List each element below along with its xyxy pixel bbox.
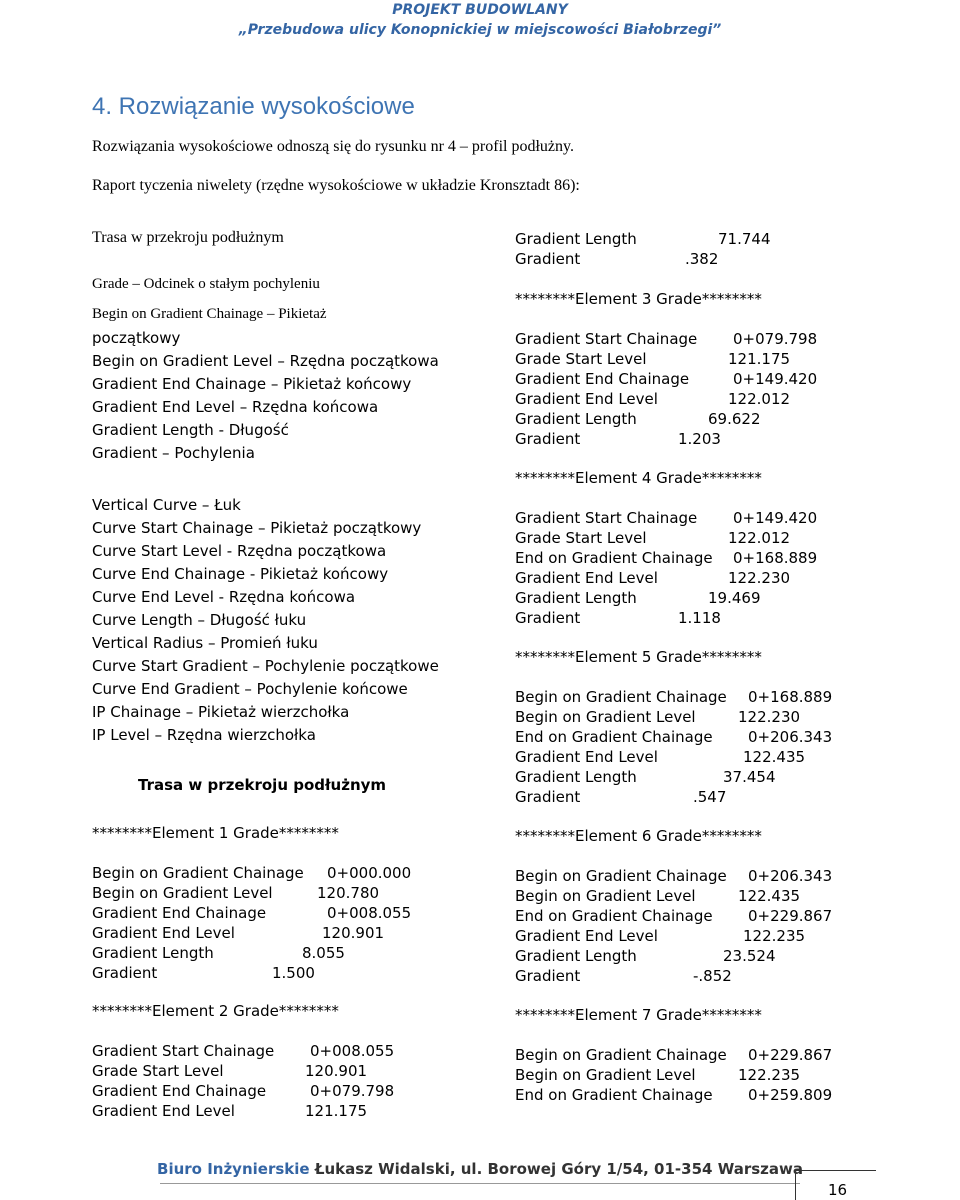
element-row-value: 0+149.420 [733, 509, 818, 527]
element-row-value: 0+229.867 [748, 907, 833, 925]
element-row-value: 0+229.867 [748, 1046, 833, 1064]
element-row-label: Gradient End Level [515, 390, 658, 408]
legend-grade-3: Begin on Gradient Level – Rzędna początkowa [92, 352, 439, 370]
page-number: 16 [828, 1181, 848, 1199]
legend-curve-6: Vertical Radius – Promień łuku [92, 634, 318, 652]
legend-curve-4: Curve End Level - Rzędna końcowa [92, 588, 356, 606]
element-row-value: 0+008.055 [310, 1042, 395, 1060]
element-row-label: Gradient Length [515, 947, 637, 965]
element-row-value: 0+206.343 [748, 728, 833, 746]
element-row-label: Gradient End Chainage [92, 904, 267, 922]
element-row-label: Gradient Length [92, 944, 214, 962]
element-title: ********Element 6 Grade******** [515, 827, 762, 845]
legend-grade-0: Grade – Odcinek o stałym pochyleniu [92, 276, 320, 292]
element-row-value: 8.055 [302, 944, 345, 962]
document-title: PROJEKT BUDOWLANY [392, 2, 568, 18]
element-row-label: Begin on Gradient Chainage [515, 1046, 727, 1064]
element-title: ********Element 5 Grade******** [515, 648, 762, 666]
element-row-value: 0+149.420 [733, 370, 818, 388]
element-row-value: 1.500 [272, 964, 315, 982]
legend-curve-1: Curve Start Chainage – Pikietaż początkowy [92, 519, 422, 537]
element-row-label: Begin on Gradient Level [515, 1066, 696, 1084]
element-row-value: 0+259.809 [748, 1086, 833, 1104]
element-row-value: 122.230 [728, 569, 791, 587]
element-row-value: -.852 [693, 967, 732, 985]
element-row-label: Gradient Length [515, 589, 637, 607]
element-row-label: End on Gradient Chainage [515, 549, 713, 567]
legend-curve-2: Curve Start Level - Rzędna początkowa [92, 542, 387, 560]
document-subtitle: „Przebudowa ulicy Konopnickiej w miejscowości Białobrzegi” [238, 22, 722, 38]
element-row-value: .547 [693, 788, 727, 806]
report-text: Raport tyczenia niwelety (rzędne wysokościowe w układzie Kronsztadt 86): [92, 177, 580, 194]
element-row-value: 69.622 [708, 410, 761, 428]
element-title: ********Element 7 Grade******** [515, 1006, 762, 1024]
element-row-value: 0+000.000 [327, 864, 412, 882]
footer-divider [160, 1183, 800, 1184]
element-row-label: Gradient End Chainage [92, 1082, 267, 1100]
element-row-label: End on Gradient Chainage [515, 728, 713, 746]
element-row-value: 122.012 [728, 390, 791, 408]
element-row-label: Grade Start Level [92, 1062, 224, 1080]
element-row-value: 0+079.798 [310, 1082, 395, 1100]
table-title: Trasa w przekroju podłużnym [138, 776, 387, 794]
element-row-value: 122.435 [738, 887, 801, 905]
element-row-value: 0+168.889 [733, 549, 818, 567]
element-row-label: Gradient End Level [92, 924, 235, 942]
element-row-value: 1.118 [678, 609, 721, 627]
element-row-value: 37.454 [723, 768, 776, 786]
element-row-label: Begin on Gradient Level [515, 708, 696, 726]
element-title: ********Element 1 Grade******** [92, 824, 339, 842]
element-row-label: Gradient [515, 788, 581, 806]
footer-address: Łukasz Widalski, ul. Borowej Góry 1/54, 01-354 Warszawa [314, 1160, 803, 1178]
element-row-label: Grade Start Level [515, 350, 647, 368]
element-row-label: Gradient Start Chainage [515, 509, 698, 527]
element-title: ********Element 3 Grade******** [515, 290, 762, 308]
element-row-value: 121.175 [305, 1102, 368, 1120]
element-row-value: 120.780 [317, 884, 380, 902]
legend-grade-1 [92, 306, 457, 323]
legend-grade-7: Gradient – Pochylenia [92, 444, 255, 462]
element-row-value: 19.469 [708, 589, 761, 607]
element-row-value: 122.435 [743, 748, 806, 766]
element-row-label: Begin on Gradient Chainage [92, 864, 304, 882]
element-row-label: Gradient End Level [515, 569, 658, 587]
element-row-label: End on Gradient Chainage [515, 907, 713, 925]
element-row-value: 0+168.889 [748, 688, 833, 706]
element-row-label: Begin on Gradient Level [515, 887, 696, 905]
element-row-value: 1.203 [678, 430, 721, 448]
element-row-label: Gradient Start Chainage [515, 330, 698, 348]
legend-grade-1-text: Begin on Gradient Chainage – Pikietaż [92, 306, 327, 322]
element-row-label: Gradient [515, 967, 581, 985]
element-row-label: Gradient End Level [515, 748, 658, 766]
element-row-label: Begin on Gradient Level [92, 884, 273, 902]
intro-text: Rozwiązania wysokościowe odnoszą się do rysunku nr 4 – profil podłużny. [92, 138, 574, 155]
element-row-label: Gradient Length [515, 230, 637, 248]
element-row-value: 122.230 [738, 708, 801, 726]
element-row-value: 120.901 [322, 924, 385, 942]
element-row-label: Begin on Gradient Chainage [515, 867, 727, 885]
footer-brand: Biuro Inżynierskie [157, 1160, 310, 1178]
section-heading: 4. Rozwiązanie wysokościowe [92, 93, 415, 120]
legend-curve-3: Curve End Chainage - Pikietaż końcowy [92, 565, 389, 583]
element-row-label: Gradient End Level [92, 1102, 235, 1120]
element-row-label: Gradient Start Chainage [92, 1042, 275, 1060]
legend-grade-2: początkowy [92, 329, 181, 347]
legend-grade-5: Gradient End Level – Rzędna końcowa [92, 398, 379, 416]
legend-curve-9: IP Chainage – Pikietaż wierzchołka [92, 703, 350, 721]
element-row-value: 122.235 [743, 927, 806, 945]
profile-subheading: Trasa w przekroju podłużnym [92, 229, 284, 246]
element-row-label: Gradient [515, 250, 581, 268]
element-row-label: Gradient [92, 964, 158, 982]
element-row-value: 121.175 [728, 350, 791, 368]
element-row-value: 0+206.343 [748, 867, 833, 885]
element-row-value: 23.524 [723, 947, 776, 965]
legend-curve-5: Curve Length – Długość łuku [92, 611, 307, 629]
element-row-label: Gradient [515, 430, 581, 448]
element-row-label: Gradient End Level [515, 927, 658, 945]
element-row-value: 120.901 [305, 1062, 368, 1080]
legend-curve-8: Curve End Gradient – Pochylenie końcowe [92, 680, 408, 698]
legend-curve-10: IP Level – Rzędna wierzchołka [92, 726, 316, 744]
element-row-value: 0+079.798 [733, 330, 818, 348]
element-row-label: Gradient Length [515, 410, 637, 428]
legend-grade-4: Gradient End Chainage – Pikietaż końcowy [92, 375, 412, 393]
element-row-label: End on Gradient Chainage [515, 1086, 713, 1104]
element-row-label: Gradient End Chainage [515, 370, 690, 388]
element-row-label: Grade Start Level [515, 529, 647, 547]
legend-grade-6: Gradient Length - Długość [92, 421, 289, 439]
element-row-label: Gradient Length [515, 768, 637, 786]
element-row-value: 71.744 [718, 230, 771, 248]
element-row-value: 122.235 [738, 1066, 801, 1084]
legend-curve-0: Vertical Curve – Łuk [92, 496, 241, 514]
element-title: ********Element 4 Grade******** [515, 469, 762, 487]
element-row-label: Begin on Gradient Chainage [515, 688, 727, 706]
element-row-value: 0+008.055 [327, 904, 412, 922]
element-row-label: Gradient [515, 609, 581, 627]
element-row-value: 122.012 [728, 529, 791, 547]
legend-curve-7: Curve Start Gradient – Pochylenie początkowe [92, 657, 439, 675]
element-title: ********Element 2 Grade******** [92, 1002, 339, 1020]
element-row-value: .382 [685, 250, 719, 268]
